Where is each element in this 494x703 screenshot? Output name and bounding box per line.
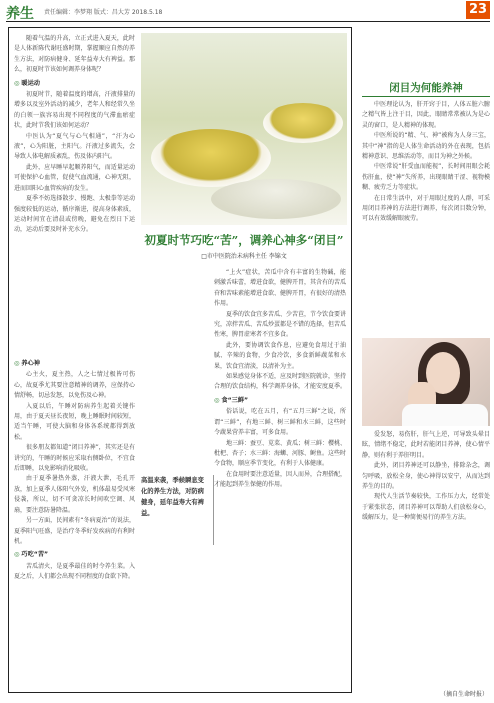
paragraph: 此外，应早睡早起顺养阳气，而适量运动可使保护心血管，促使气血流通，心神无阻，进而回阳心血管疾病的发生。: [14, 163, 135, 192]
paragraph: 夏季的饮食宜多苦瓜、少苦苣，节令饮食要讲究，凉拌苦瓜、苦瓜炒蛋都是不错的选择，但苦瓜性寒，脾胃虚寒者不宜多食。: [214, 310, 346, 339]
sidebar-title: 闭目为何能养神: [389, 82, 463, 94]
paragraph: 此外，要协调饮食作息，应避免食用过于油腻、辛辣的食物，少食冷饮，多食新鲜蔬菜和水果，饮食宜清淡，以清补为主。: [214, 341, 346, 370]
paragraph: 苦瓜清火，是夏季最佳的时令养生菜。入夏之后，人们都会出现不同程度的食欲下降。: [14, 562, 135, 581]
sidebar-column-bottom: [362, 430, 490, 686]
paragraph: 入夏以后，午睡对防病养生起着关键作用，由于夏天昼长夜短，晚上睡眠时间较短，适当午睡，可使大脑和身体各系统都得到放松。: [14, 402, 135, 441]
article-headline: 初夏时节巧吃“苦”，调养心神多“闭目”: [144, 233, 344, 247]
tea-cup-image: [211, 179, 341, 219]
page-number: 23: [466, 1, 490, 19]
pull-quote: 高温来袭，季候瞬息变化的养生方法，对防病健身，延年益寿大有裨益。: [141, 475, 214, 545]
paragraph: 地三鲜：蚕豆、苋菜、黄瓜；树三鲜：樱桃、枇杷、杏子；水三鲜：海蛳、河豚、鲥鱼。这些时令食物，顺应季节变化，有利于人体健康。: [214, 439, 346, 468]
subheading: [14, 550, 135, 560]
subheading-text: 食“三鲜”: [221, 396, 249, 404]
tea-cups-photo: [141, 33, 347, 225]
tea-cup-image: [151, 129, 271, 187]
bullet-icon: ◎: [214, 396, 220, 404]
subheading-text: 暖运动: [21, 79, 40, 87]
subheading: [214, 396, 346, 406]
bullet-icon: ◎: [14, 79, 20, 87]
subheading-text: 巧吃“苦”: [21, 551, 49, 559]
article-column-3: [214, 268, 346, 686]
paragraph: 在日常生活中，对于用眼过度的人群，可采用闭目养神的方法进行调养，每次闭目数分钟，可以有效缓解眼疲劳。: [362, 194, 490, 223]
woman-resting-photo: [362, 338, 490, 426]
section-title: 养生: [6, 6, 34, 22]
paragraph: 中医所说的“精、气、神”被称为人身三宝，其中“神”指的是人体生命活动的外在表现，包括精神意识、思维活动等，而目为神之外候。: [362, 132, 490, 161]
photo-shirt-shape: [402, 404, 488, 426]
paragraph: 现代人生活节奏较快，工作压力大，经常处于紧张状态，闭目养神可以帮助人们放松身心，缓解压力，是一种简便易行的养生方法。: [362, 493, 490, 522]
paragraph: 夏季不妨选择散步、慢跑、太极拳等运动强度较低的运动，循序渐进，提高身体素质，运动时间宜在清晨或傍晚，避免在烈日下运动，运动后要及时补充水分。: [14, 195, 135, 234]
subheading-text: 养心神: [21, 360, 40, 367]
paragraph: 由于夏季暑热外蒸，汗液大泄，毛孔开放，加上夏季人体阳气外发，机体最易受风寒侵袭，所以，切不可贪凉长时间吹空调、风扇，要注意防暑降温。: [14, 475, 135, 514]
article-column-2: [14, 356, 135, 686]
paragraph: 随着气温的升高，立正式进入夏天，此时是人体新陈代谢旺盛时期，掌握顺应自然的养生方法，对防病健身、延年益寿大有裨益。那么，初夏时节该如何调养身体呢？: [14, 35, 135, 74]
paragraph: 在食用时要注意适量，因人而异，合理搭配，才能起到养生保健的作用。: [214, 470, 346, 489]
editor-meta: 责任编辑：李梦翔 版式：昌大芳 2018.5.18: [44, 9, 163, 16]
bullet-icon: ◎: [14, 360, 20, 367]
paragraph: 爱发怒，易伤肝，肝气上逆，可导致头晕目眩，情绪不稳定，此时若能闭目养神，使心情平静，则有利于养肝明目。: [362, 431, 490, 459]
sidebar-title-rule: [362, 96, 490, 97]
paragraph: 很多朋友都知道“闭目养神”，其实还是有讲究的，午睡的时候应采取右侧卧位，不宜食后即睡，以免影响消化吸收。: [14, 444, 135, 473]
subheading: [14, 359, 135, 369]
paragraph: 俗话说，吃在五月，有“五月三鲜”之说，所谓“三鲜”，有地三鲜、树三鲜和水三鲜，这些时令蔬果营养丰富，可多食用。: [214, 408, 346, 437]
page-header: [6, 3, 490, 22]
paragraph: 中医理论认为，肝开窍于目，人体五脏六腑之精气皆上注于目，因此，眼睛常常被认为是心灵的窗口，是人精神的体现。: [362, 101, 490, 129]
subheading: [14, 79, 135, 89]
source-note: （摘自生命时报）: [439, 691, 488, 698]
paragraph: 中医认为“夏气与心气相通”，“汗为心液”，心为阳脏，主阳气。汗液过多流失，会导致人体电解质紊乱，伤及体内阳气。: [14, 132, 135, 161]
article-column-1: [14, 34, 135, 354]
paragraph: 初夏时节，随着温度的增高，汗液排量的增多以及室外活动的减少，老年人和经常久坐的白领一族容易出现不同程度的气滞血瘀症状，此时节我们该如何运动？: [14, 91, 135, 130]
tea-cup-image: [263, 103, 343, 143]
sidebar-column-top: [362, 100, 490, 336]
paragraph: 如果感觉身体不适，应及时到医院就诊，坚持合理的饮食结构，科学调养身体，才能安度夏季。: [214, 373, 346, 391]
paragraph: 心主火，夏主热，人之七情过极皆可伤心，故夏季尤其要注意精神的调养，应保持心情舒畅，切忌发怒，以免伤及心神。: [14, 371, 135, 400]
bullet-icon: ◎: [14, 551, 20, 559]
paragraph: 中医常说“肝受血而能视”，长时间用眼会耗伤肝血，使“神”失所养，出现眼睛干涩、视物模糊、疲劳乏力等症状。: [362, 163, 490, 192]
article-byline: □市中医院治未病科主任 李锦文: [201, 253, 287, 260]
paragraph: 此外，闭目养神还可以静坐，排除杂念，调匀呼吸，放松全身，使心神得以安宁，从而达到养生的目的。: [362, 462, 490, 491]
paragraph: “上火”症状，苦瓜中含有丰富的生物碱，能刺激舌味蕾，增进食欲，健脾开胃，其含有的苦瓜苷和苦味素能增进食欲、健脾开胃，有很好的清热作用。: [214, 269, 346, 308]
paragraph: 另一方面，民间素有“冬病夏治”的说法，夏季阳气旺盛，是治疗冬季好发疾病的有利时机。: [14, 517, 135, 545]
